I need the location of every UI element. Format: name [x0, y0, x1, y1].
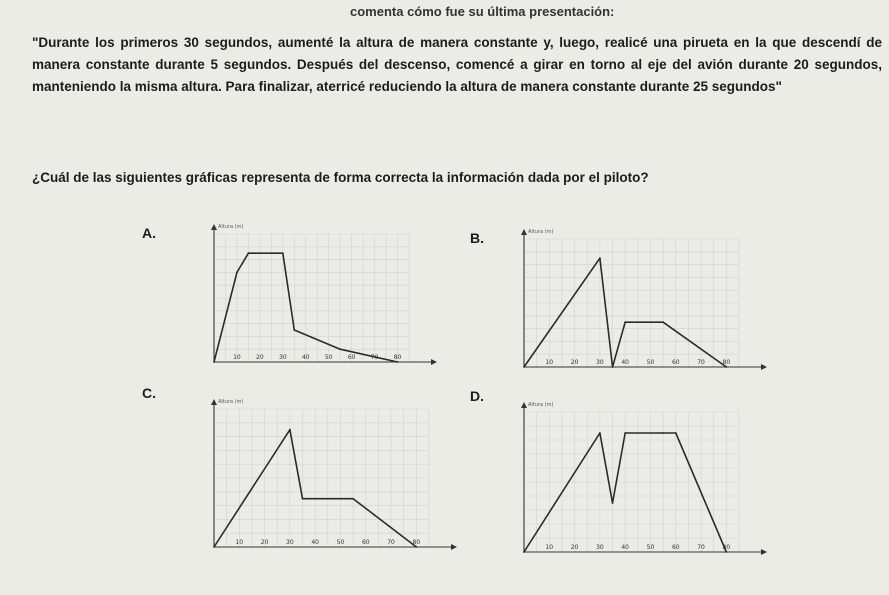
data-point — [352, 498, 354, 500]
x-tick-label: 10 — [545, 544, 554, 551]
data-point — [599, 432, 601, 434]
x-tick-label: 40 — [311, 539, 319, 546]
x-tick-label: 30 — [279, 354, 287, 361]
graph-a-svg — [196, 220, 441, 380]
data-point — [523, 366, 525, 368]
y-axis-arrow — [521, 229, 527, 235]
graph-c-svg — [196, 395, 461, 565]
x-axis-arrow — [431, 359, 437, 365]
data-point — [612, 366, 614, 368]
x-tick-label: 60 — [347, 354, 356, 361]
x-tick-label: 70 — [387, 539, 395, 546]
x-tick-label: 70 — [697, 544, 705, 551]
data-point — [282, 252, 284, 254]
y-axis-label: Altura (m) — [528, 402, 554, 408]
y-axis-label: Altura (m) — [218, 224, 244, 230]
x-tick-label: 40 — [621, 544, 629, 551]
x-tick-label: 70 — [697, 359, 705, 366]
data-point — [612, 502, 614, 504]
graph-b-svg — [506, 225, 771, 385]
data-point — [662, 321, 664, 323]
data-point — [662, 432, 664, 434]
x-axis-arrow — [761, 549, 767, 555]
data-point — [397, 361, 399, 363]
x-tick-label: 50 — [646, 544, 655, 551]
y-axis-arrow — [211, 399, 217, 405]
x-tick-label: 10 — [545, 359, 554, 366]
graph-d-svg — [506, 398, 771, 570]
y-axis-label: Altura (m) — [218, 399, 244, 405]
x-tick-label: 40 — [301, 354, 310, 361]
x-tick-label: 60 — [671, 544, 680, 551]
pilot-quote: "Durante los primeros 30 segundos, aumenté la altura de manera constante y, luego, realicé una pirueta en la que descendí de manera constante durante 5 segundos. Después del descenso, comencé a girar en torno al eje del avión durante 20 segundos, manteniendo la misma altura. Para finalizar, aterricé reduciendo la altura de manera constante durante 25 segundos" — [32, 35, 882, 94]
x-tick-label: 80 — [412, 539, 421, 546]
x-tick-label: 20 — [570, 544, 579, 551]
x-tick-label: 30 — [596, 359, 604, 366]
x-tick-label: 80 — [393, 354, 402, 361]
x-tick-label: 60 — [671, 359, 680, 366]
data-point — [289, 429, 291, 431]
data-point — [624, 432, 626, 434]
graph-a — [196, 220, 441, 380]
x-tick-label: 50 — [646, 359, 655, 366]
x-tick-label: 20 — [256, 354, 264, 361]
x-tick-label: 50 — [324, 354, 333, 361]
intro-text: comenta cómo fue su última presentación: — [350, 4, 615, 19]
data-point — [675, 432, 677, 434]
graph-c — [196, 395, 461, 565]
x-axis-arrow — [761, 364, 767, 370]
x-tick-label: 70 — [370, 354, 379, 361]
x-tick-label: 80 — [722, 359, 731, 366]
x-tick-label: 60 — [361, 539, 370, 546]
data-point — [415, 546, 417, 548]
option-b-label[interactable]: B. — [470, 230, 484, 246]
x-tick-label: 20 — [260, 539, 269, 546]
data-point — [236, 272, 238, 274]
data-point — [339, 348, 341, 350]
data-point — [248, 252, 250, 254]
option-a-label[interactable]: A. — [142, 225, 156, 241]
data-point — [213, 546, 215, 548]
x-tick-label: 30 — [596, 544, 604, 551]
option-c-label[interactable]: C. — [142, 385, 156, 401]
data-point — [213, 361, 215, 363]
x-tick-label: 50 — [336, 539, 345, 546]
y-axis-arrow — [521, 402, 527, 408]
graph-d — [506, 398, 771, 570]
x-tick-label: 40 — [621, 359, 629, 366]
graph-b — [506, 225, 771, 385]
x-tick-label: 80 — [722, 544, 731, 551]
x-tick-label: 30 — [286, 539, 294, 546]
data-point — [523, 551, 525, 553]
data-point — [302, 498, 304, 500]
data-point — [599, 257, 601, 259]
x-tick-label: 10 — [233, 354, 241, 361]
data-point — [725, 366, 727, 368]
x-tick-label: 20 — [570, 359, 579, 366]
option-d-label[interactable]: D. — [470, 388, 484, 404]
question-text: ¿Cuál de las siguientes gráficas representa de forma correcta la información dada por el piloto? — [32, 170, 649, 185]
data-point — [725, 551, 727, 553]
data-point — [293, 329, 295, 331]
x-tick-label: 10 — [235, 539, 244, 546]
x-axis-arrow — [451, 544, 457, 550]
data-point — [624, 321, 626, 323]
y-axis-arrow — [211, 224, 217, 230]
y-axis-label: Altura (m) — [528, 229, 554, 235]
